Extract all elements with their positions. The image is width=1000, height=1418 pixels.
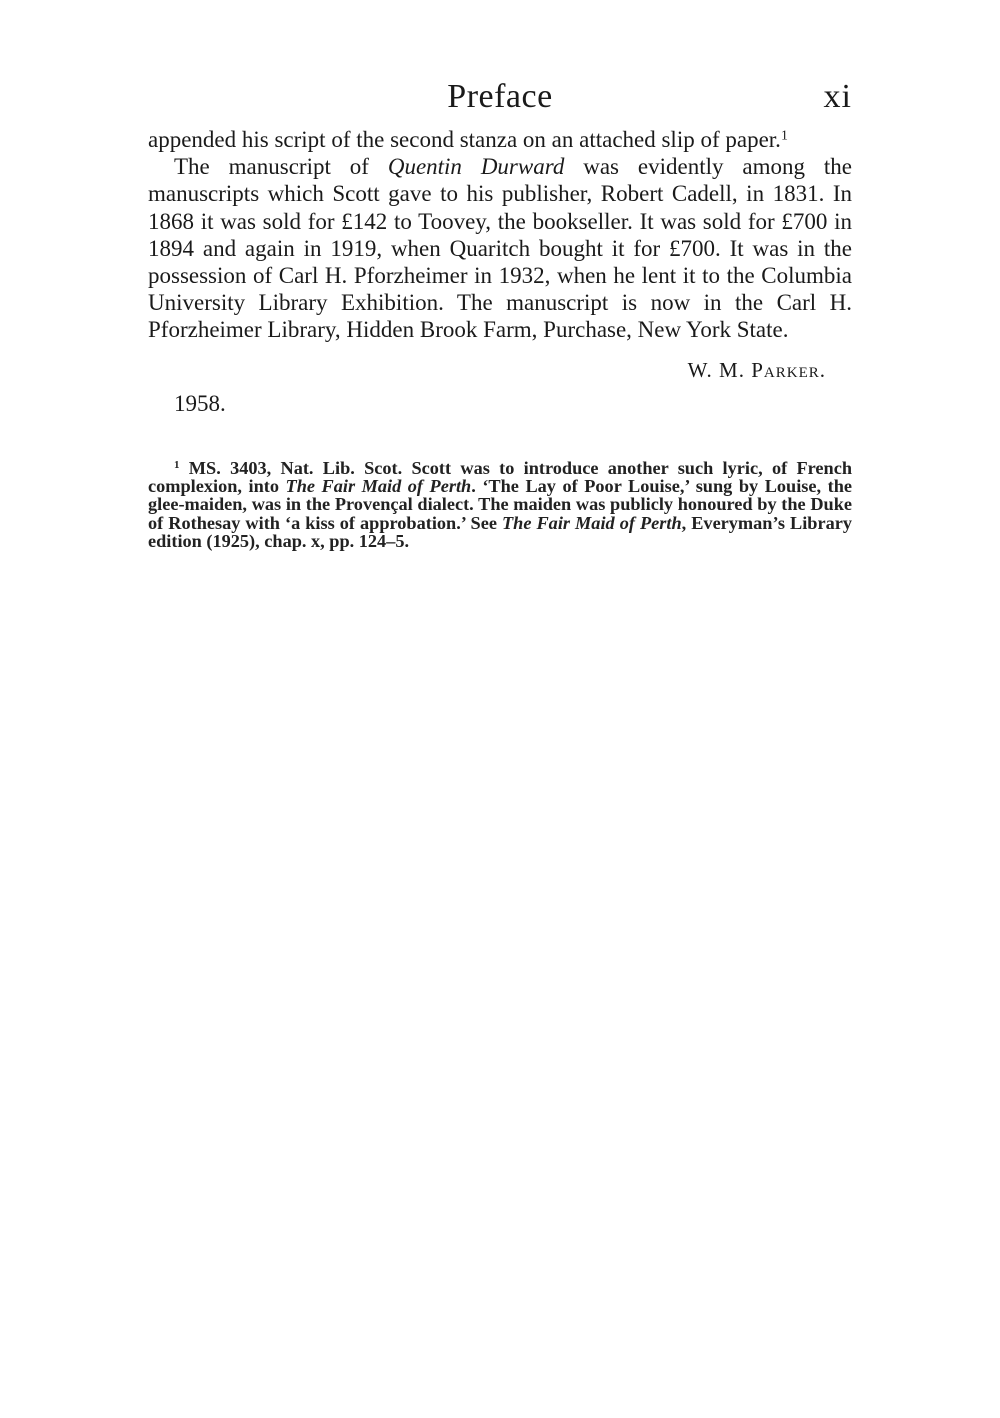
footnote-text-c: , Everyman’s Library edition (1925), chap. x, pp. 124–5. xyxy=(148,512,852,552)
page-number: xi xyxy=(823,78,852,115)
footnote xyxy=(148,459,852,551)
footnote-body xyxy=(148,459,852,551)
page xyxy=(148,78,852,551)
date: 1958. xyxy=(174,390,226,416)
footnote-reference: 1 xyxy=(780,127,788,143)
footnote-title-b: The Fair Maid of Perth xyxy=(502,512,682,533)
footnote-text-b: . ‘The Lay of Poor Louise,’ sung by Louise, the glee-maiden, was in the Provençal dialect. The maiden was publicly honoured by the Duke of Rothesay with ‘a kiss of approbation.’ See xyxy=(148,476,852,533)
signature-surname: Parker. xyxy=(751,357,826,382)
running-head xyxy=(148,78,852,126)
paragraph-2-start: The manuscript of xyxy=(174,154,388,180)
paragraph-2-rest: was evidently among the manuscripts which Scott gave to his publisher, Robert Cadell, in 1831. In 1868 it was sold for £142 to Toovey, the bookseller. It was sold for £700 in 1894 and again in 1919, when Quaritch bought it for £700. It was in the possession of Carl H. Pforzheimer in 1932, when he lent it to the Columbia University Library Exhibition. The manuscript is now in the Carl H. Pforzheimer Library, Hidden Brook Farm, Purchase, New York State. xyxy=(148,154,852,343)
work-title: Quentin Durward xyxy=(387,154,565,180)
footnote-text-a: MS. 3403, Nat. Lib. Scot. Scott was to introduce another such lyric, of French complexion, into xyxy=(148,457,852,497)
signature-initials: W. M. xyxy=(687,357,752,382)
paragraph-2 xyxy=(148,153,852,343)
paragraph-1-text: appended his script of the second stanza on an attached slip of paper. xyxy=(148,127,781,152)
footnote-marker: 1 xyxy=(174,458,180,471)
running-title: Preface xyxy=(447,78,553,115)
paragraph-1 xyxy=(148,126,852,153)
footnote-title-a: The Fair Maid of Perth xyxy=(285,476,472,497)
signature xyxy=(148,358,852,383)
